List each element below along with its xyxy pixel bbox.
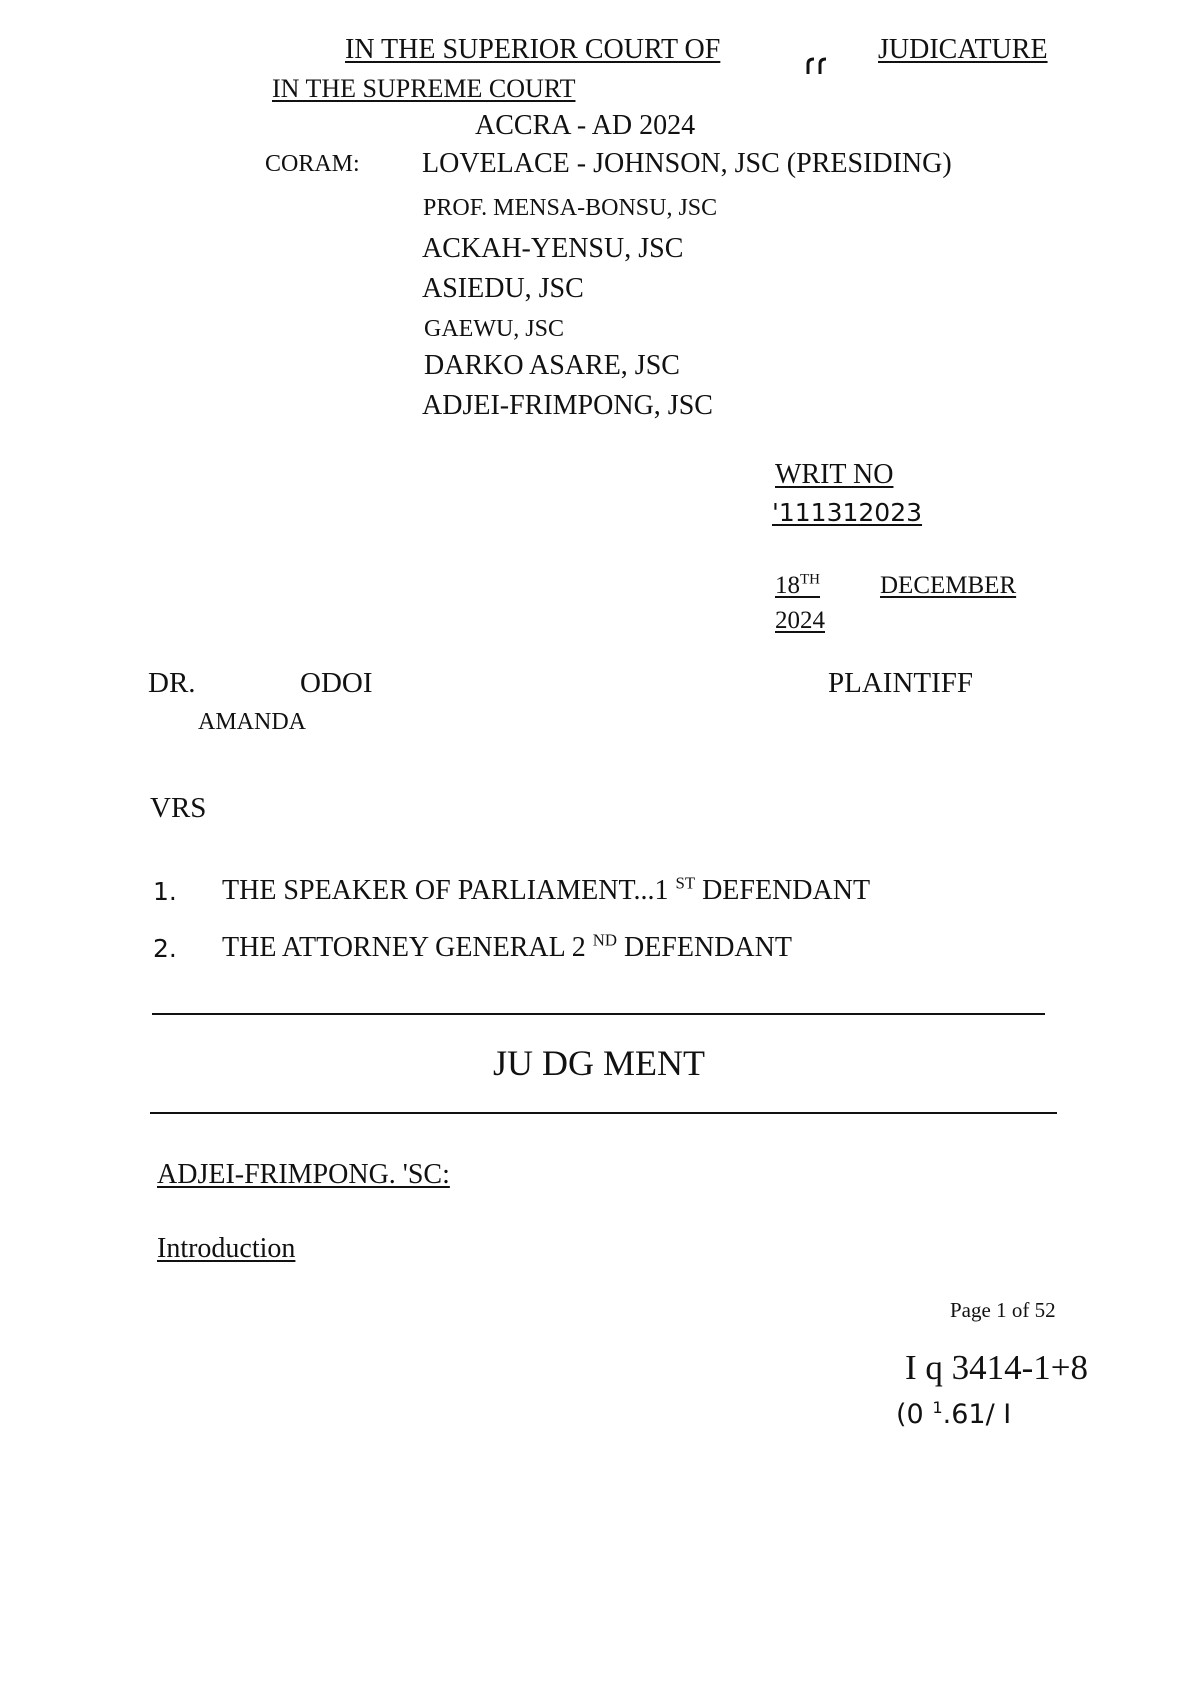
judgment-date-month: DECEMBER <box>880 572 1017 599</box>
coram-judge: PROF. MENSA-BONSU, JSC <box>423 195 718 221</box>
plaintiff-name-continued: AMANDA <box>198 709 306 735</box>
judgment-date-year: 2024 <box>775 607 825 634</box>
coram-judge: ADJEI-FRIMPONG, JSC <box>422 390 713 421</box>
divider-top <box>152 1013 1045 1015</box>
plaintiff-name: DR. <box>148 667 196 699</box>
coram-judge: ASIEDU, JSC <box>422 273 584 304</box>
plaintiff-name: ODOI <box>300 667 373 699</box>
divider-bottom <box>150 1112 1057 1114</box>
judgment-author: ADJEI-FRIMPONG. 'SC: <box>157 1159 450 1190</box>
versus-label: VRS <box>150 792 207 824</box>
plaintiff-role: PLAINTIFF <box>828 667 974 699</box>
section-heading: Introduction <box>157 1233 296 1264</box>
defendant-number: 1. <box>153 877 177 906</box>
court-title-right: JUDICATURE <box>878 34 1048 65</box>
handwritten-note: I q 3414-1+8 <box>905 1348 1089 1387</box>
scribble-mark <box>805 56 831 78</box>
defendant-entry: THE SPEAKER OF PARLIAMENT...1 $^{ST}$ DEFENDANT <box>222 873 871 906</box>
handwritten-note: (0 $^1$.61/ I <box>896 1398 1012 1430</box>
court-subtitle: IN THE SUPREME COURT <box>272 74 576 103</box>
court-title-left: IN THE SUPERIOR COURT OF <box>345 34 721 65</box>
coram-judge: DARKO ASARE, JSC <box>424 350 680 381</box>
judgment-date-day: 18TH <box>775 571 820 599</box>
writ-number: '111312023 <box>772 498 923 527</box>
coram-judge: ACKAH-YENSU, JSC <box>422 233 684 264</box>
defendant-number: 2. <box>153 934 177 963</box>
judgment-title: JU DG MENT <box>493 1043 705 1083</box>
page-number: Page 1 of 52 <box>950 1298 1056 1322</box>
coram-judge: GAEWU, JSC <box>424 316 565 342</box>
court-location: ACCRA - AD 2024 <box>475 110 696 141</box>
defendant-entry: THE ATTORNEY GENERAL 2 $^{ND}$ DEFENDANT <box>222 930 792 963</box>
coram-judge: LOVELACE - JOHNSON, JSC (PRESIDING) <box>422 148 952 179</box>
writ-label: WRIT NO <box>775 459 894 490</box>
coram-label: CORAM: <box>265 151 360 177</box>
